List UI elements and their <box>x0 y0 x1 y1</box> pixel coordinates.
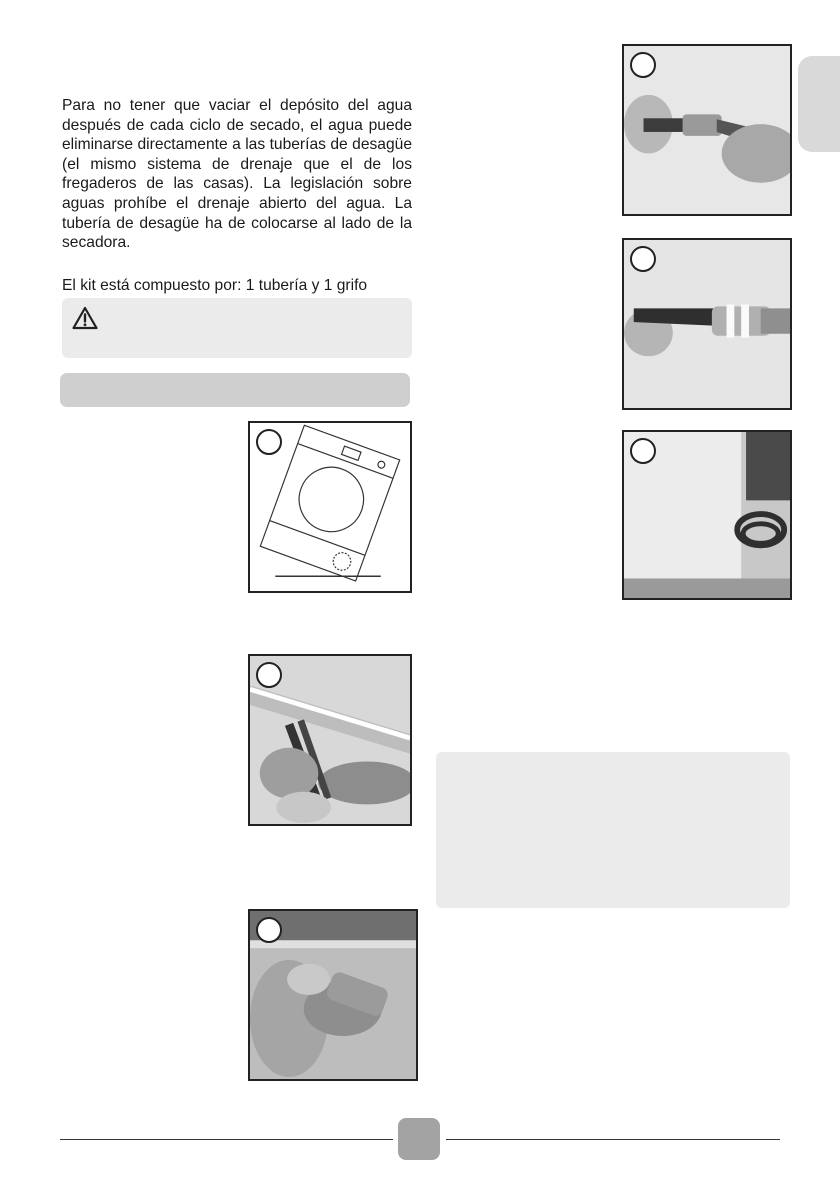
step-number-badge <box>256 917 282 943</box>
note-box <box>436 752 790 908</box>
page-number-badge <box>398 1118 440 1160</box>
footer-rule-left <box>60 1139 393 1140</box>
language-tab <box>798 56 840 152</box>
step-image-5 <box>622 238 792 410</box>
step-image-6 <box>622 430 792 600</box>
step-image-3 <box>248 909 418 1081</box>
intro-paragraph: Para no tener que vaciar el depósito del agua después de cada ciclo de secado, el agua puede eliminarse directamente a las tuberías de desagüe (el mismo sistema de drenaje que el de los fregaderos de las casas). La legislación sobre aguas prohíbe el drenaje abierto del agua. La tubería de desagüe ha de colocarse al lado de la secadora. <box>62 97 412 252</box>
section-heading-bar <box>60 373 410 407</box>
step-image-1 <box>248 421 412 593</box>
footer-rule-right <box>446 1139 780 1140</box>
step-number-badge <box>630 438 656 464</box>
step-image-4 <box>622 44 792 216</box>
step-number-badge <box>256 662 282 688</box>
step-number-badge <box>256 429 282 455</box>
warning-triangle-icon <box>72 306 98 330</box>
step-number-badge <box>630 52 656 78</box>
step-image-2 <box>248 654 412 826</box>
warning-box <box>62 298 412 358</box>
step-number-badge <box>630 246 656 272</box>
kit-contents: El kit está compuesto por: 1 tubería y 1 grifo <box>62 277 368 294</box>
